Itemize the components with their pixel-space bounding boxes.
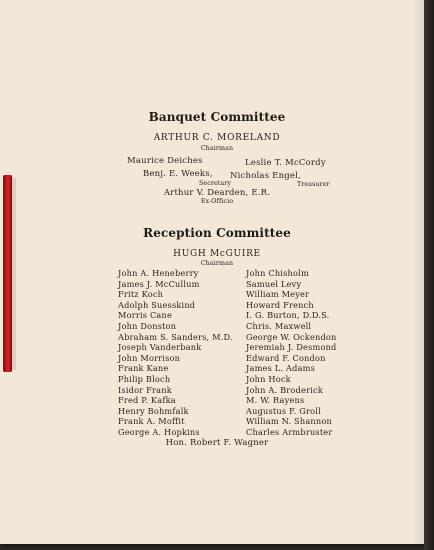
member-name: Chris. Maxwell xyxy=(246,320,312,331)
member-name: Edward F. Condon xyxy=(246,352,326,363)
member-name: Augustus F. Groll xyxy=(246,405,321,416)
banquet-member: Leslie T. McCordy xyxy=(245,158,326,168)
member-name: Howard French xyxy=(246,299,314,310)
page-fold-shadow xyxy=(412,0,424,544)
member-name: Fritz Koch xyxy=(118,289,164,300)
member-name: Joseph Vanderbank xyxy=(118,342,202,353)
banquet-chairman-name: ARTHUR C. MORELAND xyxy=(153,133,281,143)
member-name: John Chisholm xyxy=(246,268,309,278)
banquet-member: Maurice Deiches xyxy=(127,156,203,166)
banquet-member: Nicholas Engel, xyxy=(230,171,301,181)
member-name: Abraham S. Sanders, M.D. xyxy=(118,331,233,342)
banquet-committee-heading: Banquet Committee xyxy=(148,110,286,124)
member-name: Frank Kane xyxy=(118,363,169,374)
member-name: Henry Bohmfalk xyxy=(118,405,189,416)
member-name: Fred P. Kafka xyxy=(118,395,176,406)
banquet-member-role: Secretary xyxy=(199,180,232,187)
member-name: I. G. Burton, D.D.S. xyxy=(246,310,330,321)
reception-members-right xyxy=(246,268,337,438)
member-name: James J. McCullum xyxy=(118,278,200,289)
reception-committee-heading: Reception Committee xyxy=(143,226,291,240)
member-name: George W. Ockendon xyxy=(246,331,337,342)
banquet-member-role: Treasurer xyxy=(297,181,330,188)
member-name: John Hock xyxy=(246,373,291,384)
red-ribbon-binding xyxy=(3,175,12,372)
banquet-chairman-role: Chairman xyxy=(200,145,234,152)
member-name: Isidor Frank xyxy=(118,384,172,395)
reception-chairman-role: Chairman xyxy=(200,260,234,267)
reception-honorary-member: Hon. Robert F. Wagner xyxy=(165,438,269,448)
reception-chairman-name: HUGH McGUIRE xyxy=(173,249,261,259)
banquet-member-role: Ex-Officio xyxy=(200,198,234,205)
member-name: George A. Hopkins xyxy=(118,426,200,437)
member-name: John A. Broderick xyxy=(246,384,323,395)
member-name: John A. Heneberry xyxy=(118,268,199,278)
page-edge-shadow xyxy=(424,0,434,550)
ribbon-shadow xyxy=(12,178,16,370)
member-name: William Meyer xyxy=(246,289,310,300)
member-name: Philip Bloch xyxy=(118,373,171,384)
banquet-member: Benj. E. Weeks, xyxy=(143,169,213,179)
member-name: Adolph Suesskind xyxy=(118,299,196,310)
member-name: Frank A. Moffit xyxy=(118,416,185,427)
member-name: John Morrison xyxy=(118,352,181,363)
banquet-member: Arthur V. Dearden, E.R. xyxy=(163,188,271,198)
member-name: Jeremiah J. Desmond xyxy=(246,342,337,353)
member-name: M. W. Rayens xyxy=(246,395,305,406)
reception-members-left xyxy=(118,268,233,438)
member-name: James L. Adams xyxy=(246,363,316,374)
member-name: John Donston xyxy=(118,320,177,331)
member-name: Samuel Levy xyxy=(246,278,302,289)
member-name: Charles Armbruster xyxy=(246,426,333,437)
member-name: William N. Shannon xyxy=(246,416,332,427)
member-name: Morris Cane xyxy=(118,310,173,321)
